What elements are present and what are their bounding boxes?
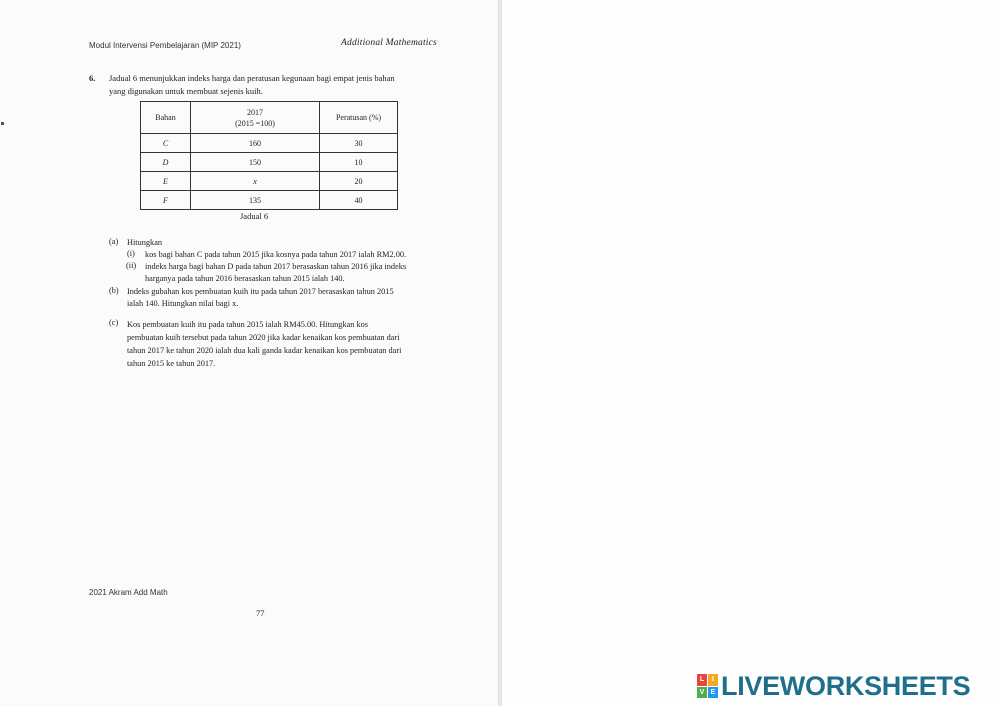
part-a-text: Hitungkan xyxy=(127,238,163,247)
header-2017 xyxy=(191,102,320,134)
page-number: 77 xyxy=(256,608,265,618)
cell-indeks: x xyxy=(191,172,320,191)
logo-letter: E xyxy=(708,687,718,699)
table-row xyxy=(141,134,398,153)
cell-bahan: F xyxy=(141,191,191,210)
intro-line: Jadual 6 menunjukkan indeks harga dan peratusan kegunaan bagi empat jenis bahan xyxy=(109,73,395,83)
table-caption: Jadual 6 xyxy=(240,211,269,221)
part-c-line: Kos pembuatan kuih itu pada tahun 2015 ialah RM45.00. Hitungkan kos xyxy=(127,320,369,329)
part-c-text xyxy=(127,318,457,370)
logo-letter: L xyxy=(697,674,707,686)
intro-line: yang digunakan untuk membuat sejenis kuih. xyxy=(109,86,263,96)
page-fold xyxy=(498,0,502,706)
part-a-i-label: (i) xyxy=(127,249,135,258)
cell-peratusan: 20 xyxy=(320,172,398,191)
cell-indeks: 160 xyxy=(191,134,320,153)
part-c-line: pembuatan kuih tersebut pada tahun 2020 jika kadar kenaikan kos pembuatan dari xyxy=(127,333,400,342)
header-base: (2015 =100) xyxy=(235,118,275,128)
part-a-ii-line: harganya pada tahun 2016 berasaskan tahun 2015 ialah 140. xyxy=(145,273,345,283)
part-a-label: (a) xyxy=(109,237,119,246)
liveworksheets-brand: LIVEWORKSHEETS xyxy=(721,671,971,701)
table-row xyxy=(141,172,398,191)
table-row xyxy=(141,153,398,172)
footer-credit: 2021 Akram Add Math xyxy=(89,588,168,597)
header-year: 2017 xyxy=(247,107,263,117)
cell-bahan: D xyxy=(141,153,191,172)
cell-peratusan: 30 xyxy=(320,134,398,153)
liveworksheets-logo xyxy=(697,673,970,699)
cell-bahan: E xyxy=(141,172,191,191)
part-a-i-text: kos bagi bahan C pada tahun 2015 jika kosnya pada tahun 2017 ialah RM2.00. xyxy=(145,250,407,259)
part-c-label: (c) xyxy=(109,318,119,327)
part-a-ii-line: indeks harga bagi bahan D pada tahun 2017 berasaskan tahun 2016 jika indeks xyxy=(145,262,407,271)
part-c-line: tahun 2017 ke tahun 2020 ialah dua kali ganda kadar kenaikan kos pembuatan dari xyxy=(127,346,402,355)
part-b-line: ialah 140. Hitungkan nilai bagi x. xyxy=(127,298,239,308)
liveworksheets-logo-icon xyxy=(697,674,718,698)
cell-peratusan: 40 xyxy=(320,191,398,210)
cell-indeks: 150 xyxy=(191,153,320,172)
question-number: 6. xyxy=(89,73,96,83)
subject-title: Additional Mathematics xyxy=(341,38,437,48)
price-index-table xyxy=(140,101,398,210)
scan-mark xyxy=(1,122,4,125)
table-row xyxy=(141,191,398,210)
logo-letter: V xyxy=(697,687,707,699)
part-a-ii-label: (ii) xyxy=(126,261,137,270)
cell-peratusan: 10 xyxy=(320,153,398,172)
header-bahan: Bahan xyxy=(141,102,191,134)
part-c-line: tahun 2015 ke tahun 2017. xyxy=(127,359,216,368)
module-title: Modul Intervensi Pembelajaran (MIP 2021) xyxy=(89,41,241,50)
part-b-text xyxy=(127,286,457,309)
table-header-row xyxy=(141,102,398,134)
right-page xyxy=(502,0,1000,706)
part-a-ii-text xyxy=(145,261,455,284)
logo-letter: I xyxy=(708,674,718,686)
cell-bahan: C xyxy=(141,134,191,153)
part-b-line: Indeks gubahan kos pembuatan kuih itu pada tahun 2017 berasaskan tahun 2015 xyxy=(127,287,394,296)
part-b-label: (b) xyxy=(109,286,119,295)
cell-indeks: 135 xyxy=(191,191,320,210)
header-peratusan: Peratusan (%) xyxy=(320,102,398,134)
question-intro xyxy=(109,72,449,98)
